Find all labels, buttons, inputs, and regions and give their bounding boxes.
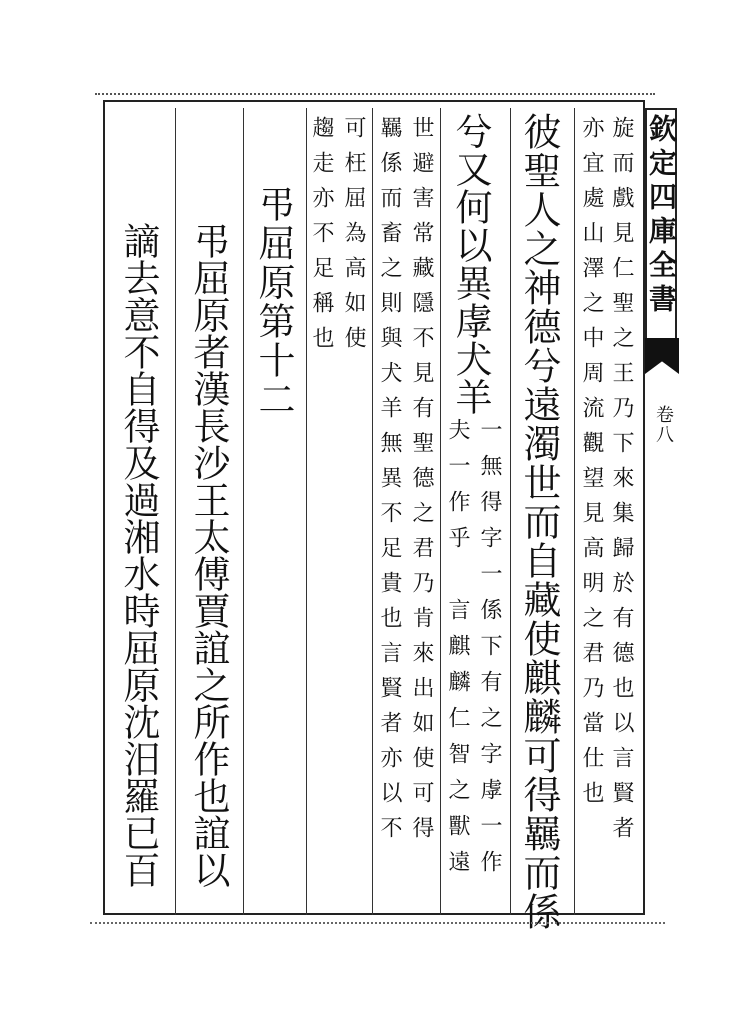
main-text-line: 彼聖人之神德兮遠濁世而自藏使麒麟可得羈而係 bbox=[517, 112, 561, 931]
commentary-line: 趨走亦不足稱也 bbox=[309, 116, 334, 361]
column-divider bbox=[243, 108, 244, 915]
commentary-line: 羈係而畜之則與犬羊無異不足貴也言賢者亦以不 bbox=[377, 116, 402, 851]
bottom-rule bbox=[90, 922, 665, 924]
main-text-line: 弔屈原者漢長沙王太傅賈誼之所作也誼以 bbox=[187, 222, 230, 888]
section-heading: 弔屈原第十二 bbox=[252, 185, 295, 419]
main-text-line: 兮又何以異虖犬羊 bbox=[449, 112, 492, 416]
main-text-line: 謫去意不自得及過湘水時屈原沈汨羅已百 bbox=[117, 222, 160, 888]
column-divider bbox=[175, 108, 176, 915]
fishtail-mark bbox=[645, 338, 679, 374]
margin-volume: 卷八 bbox=[653, 405, 674, 445]
page-frame bbox=[103, 100, 645, 915]
column-divider bbox=[574, 108, 575, 915]
commentary-line: 夫一作乎 言麒麟仁智之獸遠 bbox=[445, 418, 470, 886]
margin-title: 欽定四庫全書 bbox=[645, 108, 677, 340]
top-rule bbox=[95, 93, 655, 95]
column-divider bbox=[440, 108, 441, 915]
commentary-line: 旋而戲見仁聖之王乃下來集歸於有德也以言賢者 bbox=[609, 116, 634, 851]
commentary-line: 亦宜處山澤之中周流觀望見高明之君乃當仕也 bbox=[579, 116, 604, 816]
commentary-line: 一無得字一係下有之字虖一作 bbox=[477, 418, 502, 886]
column-divider bbox=[372, 108, 373, 915]
column-divider bbox=[510, 108, 511, 915]
commentary-line: 世避害常藏隱不見有聖德之君乃肯來出如使可得 bbox=[409, 116, 434, 851]
column-divider bbox=[306, 108, 307, 915]
commentary-line: 可枉屈為高如使 bbox=[341, 116, 366, 361]
